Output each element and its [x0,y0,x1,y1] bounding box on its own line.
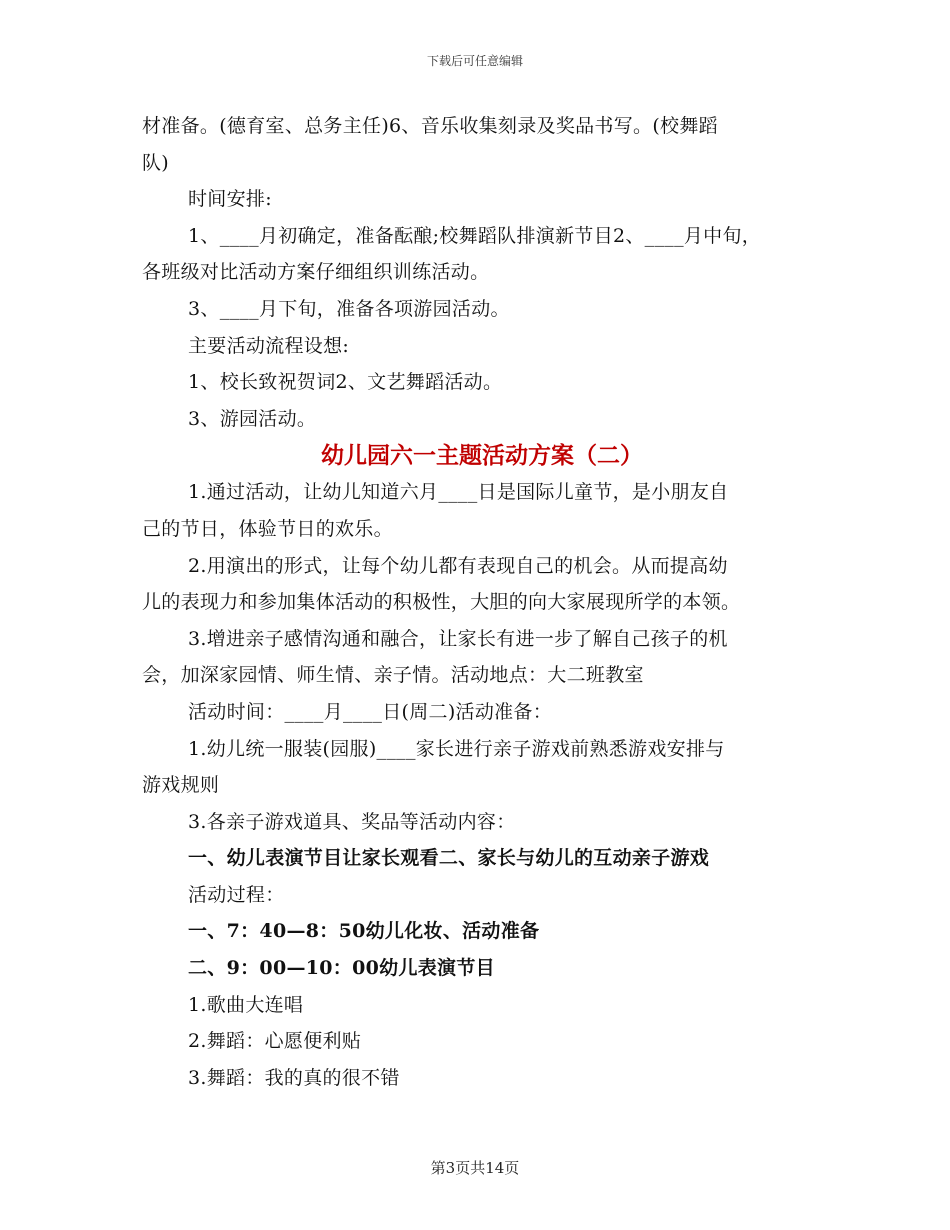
paragraph-line: 3.各亲子游戏道具、奖品等活动内容： [188,810,516,833]
paragraph-line: 儿的表现力和参加集体活动的积极性，大胆的向大家展现所学的本领。 [142,591,741,614]
paragraph-line: 1.通过活动，让幼儿知道六月____日是国际儿童节，是小朋友自 [188,481,729,504]
paragraph-line: 己的节日，体验节日的欢乐。 [142,517,393,540]
paragraph-line: 1、____月初确定，准备酝酿;校舞蹈队排演新节目2、____月中旬， [188,224,762,247]
paragraph-line: 主要活动流程设想: [188,334,350,357]
section-heading: 一、7：40—8：50幼儿化妆、活动准备 [188,920,540,943]
paragraph-line: 游戏规则 [142,774,220,797]
paragraph-line: 3.舞蹈：我的真的很不错 [188,1066,400,1089]
paragraph-line: 3.增进亲子感情沟通和融合，让家长有进一步了解自己孩子的机 [188,627,728,650]
paragraph-line: 活动时间：____月____日(周二)活动准备： [188,700,553,723]
paragraph-line: 活动过程： [188,883,285,906]
paragraph-line: 1、校长致祝贺词2、文艺舞蹈活动。 [188,371,503,394]
page-header: 下载后可任意编辑 [426,54,523,68]
paragraph-line: 1.歌曲大连唱 [188,993,304,1016]
paragraph-line: 3、____月下旬，准备各项游园活动。 [188,297,510,320]
section-heading: 一、幼儿表演节目让家长观看二、家长与幼儿的互动亲子游戏 [188,847,710,870]
paragraph-line: 材准备。(德育室、总务主任)6、音乐收集刻录及奖品书写。(校舞蹈 [142,115,718,137]
paragraph-line: 时间安排: [188,188,272,211]
paragraph-line: 各班级对比活动方案仔细组织训练活动。 [142,261,490,284]
paragraph-line: 3、游园活动。 [188,407,317,430]
paragraph-line: 2.舞蹈：心愿便利贴 [188,1030,362,1053]
document-body [142,108,822,1096]
paragraph-line: 会，加深家园情、师生情、亲子情。活动地点：大二班教室 [142,664,644,687]
paragraph-line: 2.用演出的形式，让每个幼儿都有表现自己的机会。从而提高幼 [188,554,728,577]
paragraph-line: 1.幼儿统一服装(园服)____家长进行亲子游戏前熟悉游戏安排与 [188,737,725,760]
page-footer: 第3页共14页 [430,1159,520,1177]
section-heading: 二、9：00—10：00幼儿表演节目 [188,957,495,980]
section-title: 幼儿园六一主题活动方案（二） [321,442,643,470]
paragraph-line: 队) [142,151,170,174]
